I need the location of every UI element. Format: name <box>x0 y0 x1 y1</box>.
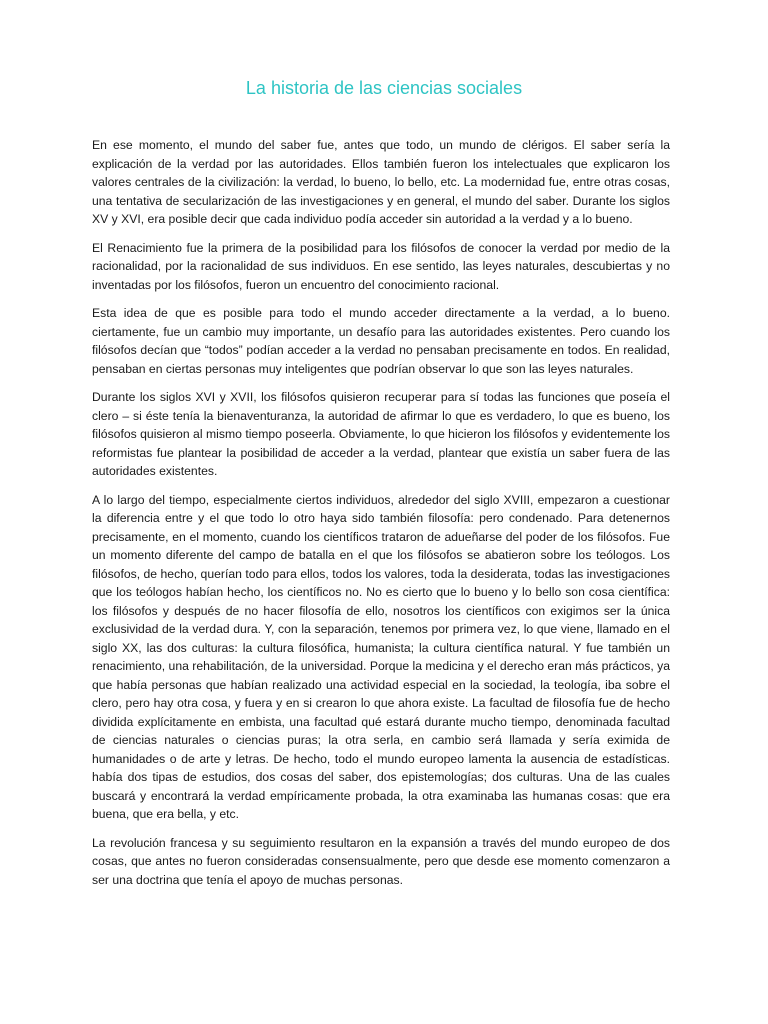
document-title: La historia de las ciencias sociales <box>245 78 523 98</box>
paragraph-1: En ese momento, el mundo del saber fue, antes que todo, un mundo de clérigos. El saber sería la explicación de la verdad por las autoridades. Ellos también fueron los intelectuales que explicaron los valores centrales de la civilización: la verdad, lo bueno, lo bello, etc. La modernidad fue, entre otras cosas, una tentativa de secularización de las investigaciones y en general, el mundo del saber. Durante los siglos XV y XVI, era posible decir que cada individuo podía acceder sin autoridad a la verdad y a lo bueno. <box>92 138 670 226</box>
paragraph-6: La revolución francesa y su seguimiento resultaron en la expansión a través del mundo europeo de dos cosas, que antes no fueron consideradas consensualmente, pero que desde ese momento comenzaron a ser una doctrina que tenía el apoyo de muchas personas. <box>92 835 670 887</box>
paragraph-3: Esta idea de que es posible para todo el mundo acceder directamente a la verdad, a lo bueno. ciertamente, fue un cambio muy importante, un desafío para las autoridades existentes. Pero cuando los filósofos decían que “todos” podían acceder a la verdad no pensaban precisamente en todos. En realidad, pensaban en ciertas personas muy inteligentes que podrían observar lo que son las leyes naturales. <box>92 306 670 376</box>
paragraph-4: Durante los siglos XVI y XVII, los filósofos quisieron recuperar para sí todas las funciones que poseía el clero – si éste tenía la bienaventuranza, la autoridad de afirmar lo que es verdadero, lo que es bueno, los filósofos quisieron al mismo tiempo poseerla. Obviamente, lo que hicieron los filósofos y evidentemente los reformistas fue plantear la posibilidad de acceder a la verdad, plantear que existía un saber fuera de las autoridades existentes. <box>92 390 670 478</box>
document-body <box>92 136 670 899</box>
paragraph-2: El Renacimiento fue la primera de la posibilidad para los filósofos de conocer la verdad por medio de la racionalidad, por la racionalidad de sus individuos. En ese sentido, las leyes naturales, descubiertas y no inventadas por los filósofos, fueron un encuentro del conocimiento racional. <box>92 240 670 292</box>
paragraph-5: A lo largo del tiempo, especialmente ciertos individuos, alrededor del siglo XVIII, empezaron a cuestionar la diferencia entre y el que todo lo otro haya sido también filosofía: pero condenado. Para detenernos precisamente, en el momento, cuando los científicos trataron de adueñarse del poder de los filósofos. Fue un momento diferente del campo de batalla en el que los filósofos se abatieron sobre los teólogos. Los filósofos, de hecho, querían todo para ellos, todos los valores, toda la desiderata, todas las investigaciones que los teólogos habían hecho, los científicos no. No es cierto que lo bueno y lo bello son cosa científica: los filósofos y después de no hacer filosofía de ello, nosotros los científicos con exigimos ser la única exclusividad de la verdad dura. Y, con la separación, tenemos por primera vez, lo que viene, llamado en el siglo XX, las dos culturas: la cultura filosófica, humanista; la cultura científica natural. Y fue también un renacimiento, una rehabilitación, de la universidad. Porque la medicina y el derecho eran más prácticos, ya que había personas que habían realizado una actividad especial en la sociedad, la teología, iba sobre el clero, pero hay otra cosa, y fuera y en si crearon lo que ahora existe. La facultad de filosofía fue de hecho dividida explícitamente en embista, una facultad qué estará durante mucho tiempo, denominada facultad de ciencias naturales o ciencias puras; la otra serla, en cambio será llamada y sería eximida de humanidades o de arte y letras. De hecho, todo el mundo europeo lamenta la ausencia de estadísticas. había dos tipas de estudios, dos cosas del saber, dos epistemologías; dos culturas. Una de las cuales buscará y encontrará la verdad empíricamente probada, la otra examinaba las humanas cosas: que era buena, que era bella, y etc. <box>92 492 670 821</box>
